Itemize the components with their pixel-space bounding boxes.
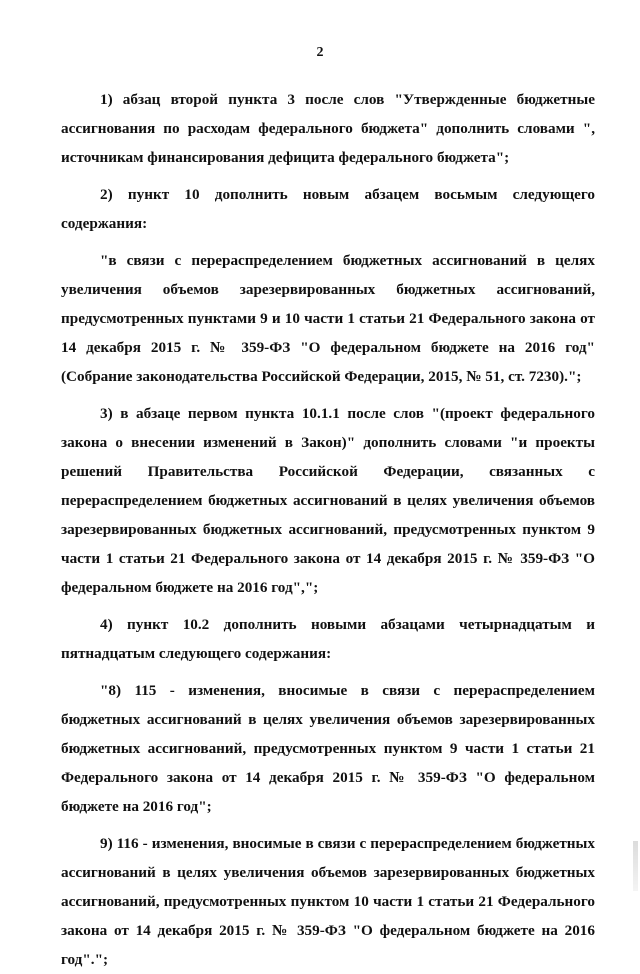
paragraph-1: 1) абзац второй пункта 3 после слов "Утвержденные бюджетные ассигнования по расходам федерального бюджета" дополнить словами ", источникам финансирования дефицита федерального бюджета";	[61, 91, 595, 166]
paragraph-7: 9) 116 - изменения, вносимые в связи с перераспределением бюджетных ассигнований в целях увеличения объемов зарезервированных бюджетных ассигнований, предусмотренных пунктом 10 части 1 статьи 21 Федерального закона от 14 декабря 2015 г. № 359-ФЗ "О федеральном бюджете на 2016 год".";	[61, 835, 595, 968]
paragraph-2: 2) пункт 10 дополнить новым абзацем восьмым следующего содержания:	[61, 186, 595, 232]
paragraph-3: "в связи с перераспределением бюджетных ассигнований в целях увеличения объемов зарезервированных бюджетных ассигнований, предусмотренных пунктами 9 и 10 части 1 статьи 21 Федерального закона от 14 декабря 2015 г. № 359-ФЗ "О федеральном бюджете на 2016 год" (Собрание законодательства Российской Федерации, 2015, № 51, ст. 7230).";	[61, 252, 595, 385]
document-body	[61, 85, 595, 974]
page-number: 2	[316, 45, 324, 60]
paragraph-4: 3) в абзаце первом пункта 10.1.1 после слов "(проект федерального закона о внесении изменений в Закон)" дополнить словами "и проекты решений Правительства Российской Федерации, связанных с перераспределением бюджетных ассигнований в целях увеличения объемов зарезервированных бюджетных ассигнований, предусмотренных пунктом 9 части 1 статьи 21 Федерального закона от 14 декабря 2015 г. № 359-ФЗ "О федеральном бюджете на 2016 год",";	[61, 405, 595, 596]
scan-edge-shadow	[633, 841, 638, 891]
paragraph-5: 4) пункт 10.2 дополнить новыми абзацами четырнадцатым и пятнадцатым следующего содержания:	[61, 616, 595, 662]
paragraph-6: "8) 115 - изменения, вносимые в связи с перераспределением бюджетных ассигнований в целях увеличения объемов зарезервированных бюджетных ассигнований, предусмотренных пунктом 9 части 1 статьи 21 Федерального закона от 14 декабря 2015 г. № 359-ФЗ "О федеральном бюджете на 2016 год";	[61, 682, 595, 815]
